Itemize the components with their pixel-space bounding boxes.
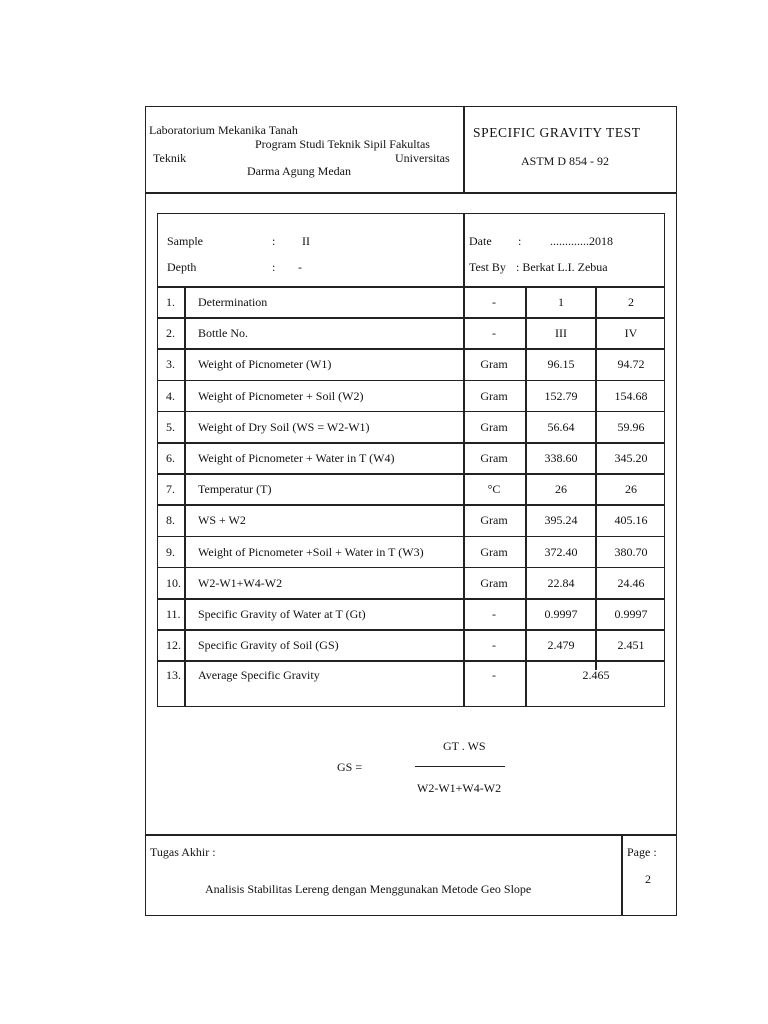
document-title: SPECIFIC GRAVITY TEST	[473, 125, 641, 140]
row-description: Weight of Picnometer + Water in T (W4)	[198, 451, 395, 465]
row-separator	[158, 411, 664, 413]
row-value-2: 59.96	[617, 419, 645, 434]
depth-colon: :	[272, 260, 276, 274]
row-separator	[158, 536, 664, 538]
row-value-1: 338.60	[544, 451, 578, 465]
avg-row-unit: -	[492, 668, 496, 683]
formula-denominator: W2-W1+W4-W2	[417, 781, 502, 795]
row-value-2: 2.451	[617, 638, 645, 653]
testby-label: Test By	[469, 260, 506, 274]
avg-row-number: 13.	[166, 668, 181, 683]
row-value-1: 395.24	[544, 513, 578, 528]
row-value-2: 94.72	[617, 357, 645, 372]
thesis-title: Analisis Stabilitas Lereng dengan Menggunakan Metode Geo Slope	[205, 882, 532, 896]
row-unit: Gram	[480, 513, 508, 528]
row-value-1: 152.79	[544, 388, 578, 403]
date-colon: :	[518, 234, 522, 248]
row-number: 1.	[166, 295, 175, 309]
row-description: Weight of Picnometer +Soil + Water in T (W3)	[198, 544, 424, 559]
row-value-2: 380.70	[614, 544, 648, 559]
testby-value: : Berkat L.I. Zebua	[516, 260, 608, 274]
row-number: 12.	[166, 638, 181, 653]
row-value-1: 372.40	[544, 544, 578, 559]
row-description: Weight of Dry Soil (WS = W2-W1)	[198, 419, 370, 434]
row-value-2: 0.9997	[614, 607, 648, 621]
row-value-2: IV	[624, 326, 638, 341]
row-separator	[158, 380, 664, 382]
row-description: Weight of Picnometer (W1)	[198, 357, 332, 372]
faculty-name: Teknik	[153, 151, 187, 165]
row-number: 11.	[166, 607, 181, 621]
row-separator	[158, 442, 664, 444]
row-value-2: 24.46	[617, 575, 645, 590]
data-table	[157, 213, 665, 707]
avg-row-description: Average Specific Gravity	[198, 668, 320, 683]
row-unit: -	[492, 295, 496, 309]
row-separator	[158, 348, 664, 350]
row-value-1: 96.15	[547, 357, 575, 372]
row-value-2: 345.20	[614, 451, 648, 465]
average-value: 2.465	[582, 668, 610, 683]
row-value-1: 2.479	[547, 638, 575, 653]
row-unit: Gram	[480, 357, 508, 372]
row-separator	[158, 598, 664, 600]
row-unit: Gram	[480, 544, 508, 559]
row-separator	[158, 629, 664, 631]
depth-label: Depth	[167, 260, 197, 274]
row-description: Determination	[198, 295, 268, 309]
row-number: 3.	[166, 357, 175, 372]
row-unit: °C	[487, 482, 501, 497]
date-label: Date	[469, 234, 492, 248]
row-value-1: 0.9997	[544, 607, 578, 621]
header-divider	[145, 192, 677, 194]
row-number: 6.	[166, 451, 175, 465]
header-column-divider	[463, 106, 465, 193]
row-value-2: 2	[628, 295, 634, 309]
row-number: 7.	[166, 482, 175, 497]
sample-value: II	[302, 234, 310, 248]
row-number: 2.	[166, 326, 175, 341]
sample-colon: :	[272, 234, 276, 248]
row-number: 5.	[166, 419, 175, 434]
row-unit: Gram	[480, 419, 508, 434]
row-value-1: III	[555, 326, 567, 341]
row-description: WS + W2	[198, 513, 246, 528]
row-unit: Gram	[480, 575, 508, 590]
standard-code: ASTM D 854 - 92	[521, 154, 610, 168]
info-bottom-line	[158, 286, 664, 288]
row-unit: Gram	[480, 451, 508, 465]
page-number: 2	[645, 872, 651, 886]
row-separator	[158, 473, 664, 475]
row-number: 10.	[166, 575, 181, 590]
row-description: W2-W1+W4-W2	[198, 575, 283, 590]
row-separator	[158, 317, 664, 319]
row-value-1: 22.84	[547, 575, 575, 590]
row-value-1: 1	[558, 295, 564, 309]
row-separator	[158, 660, 664, 662]
row-description: Weight of Picnometer + Soil (W2)	[198, 388, 364, 403]
footer-column-divider	[621, 834, 623, 916]
row-description: Temperatur (T)	[198, 482, 272, 497]
row-description: Bottle No.	[198, 326, 248, 341]
row-value-2: 405.16	[614, 513, 648, 528]
row-number: 8.	[166, 513, 175, 528]
depth-value: -	[298, 260, 302, 274]
fraction-bar	[415, 766, 505, 767]
formula-numerator: GT . WS	[443, 739, 486, 753]
row-value-1: 56.64	[547, 419, 575, 434]
row-unit: -	[492, 638, 496, 653]
university-label: Universitas	[395, 151, 450, 165]
tugas-akhir-label: Tugas Akhir :	[150, 845, 216, 859]
row-separator	[158, 567, 664, 569]
row-unit: -	[492, 607, 496, 621]
row-separator	[158, 504, 664, 506]
row-unit: -	[492, 326, 496, 341]
formula-lhs: GS =	[337, 760, 363, 774]
row-number: 4.	[166, 388, 175, 403]
row-description: Specific Gravity of Water at T (Gt)	[198, 607, 366, 621]
sample-label: Sample	[167, 234, 203, 248]
row-number: 9.	[166, 544, 175, 559]
row-unit: Gram	[480, 388, 508, 403]
row-value-2: 154.68	[614, 388, 648, 403]
row-value-1: 26	[555, 482, 567, 497]
university-name: Darma Agung Medan	[247, 164, 351, 178]
row-value-2: 26	[625, 482, 637, 497]
program-name: Program Studi Teknik Sipil Fakultas	[255, 137, 430, 151]
page-label: Page :	[627, 845, 657, 859]
footer-divider	[145, 834, 677, 836]
lab-name: Laboratorium Mekanika Tanah	[149, 123, 298, 137]
date-value: .............2018	[550, 234, 613, 248]
info-divider	[463, 214, 465, 287]
row-description: Specific Gravity of Soil (GS)	[198, 638, 339, 653]
